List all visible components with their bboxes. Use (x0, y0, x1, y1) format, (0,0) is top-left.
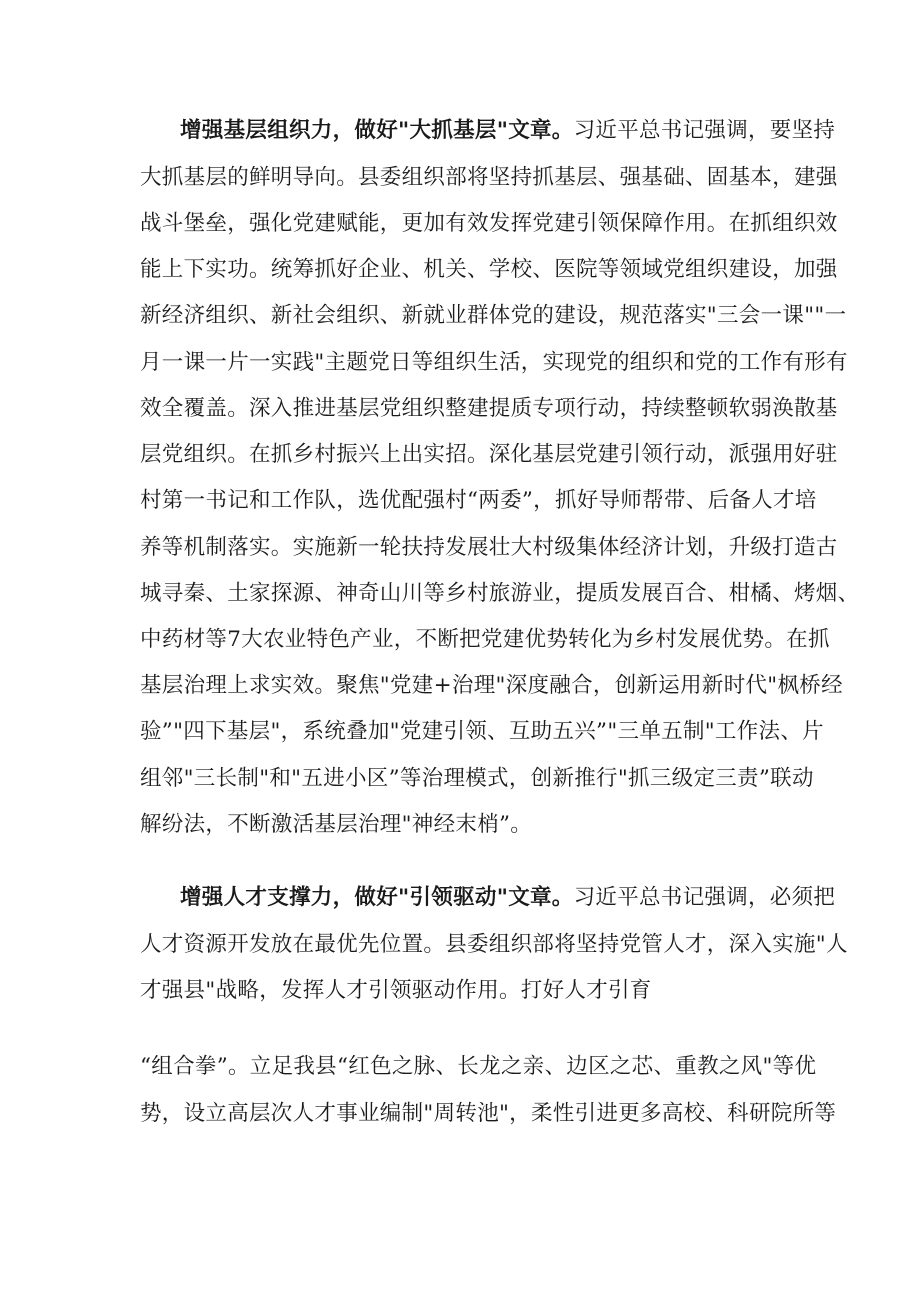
paragraph-1-line-10: 养等机制落实。实施新一轮扶持发展壮大村级集体经济计划，升级打造古 (140, 535, 838, 560)
paragraph-1-line-7: 效全覆盖。深入推进基层党组织整建提质专项行动，持续整顿软弱涣散基 (140, 396, 838, 421)
paragraph-2-heading: 增强人才支撑力，做好"引领驱动"文章。 (180, 885, 574, 910)
paragraph-1-line-4: 能上下实功。统筹抓好企业、机关、学校、医院等领域党组织建设，加强 (140, 257, 838, 282)
paragraph-2-line-1-text: 习近平总书记强调，必须把 (573, 885, 836, 910)
paragraph-1-line-8: 层党组织。在抓乡村振兴上出实招。深化基层党建引领行动，派强用好驻 (140, 442, 838, 467)
paragraph-1-line-13: 基层治理上求实效。聚焦"党建+治理"深度融合，创新运用新时代"枫桥经 (140, 673, 843, 698)
paragraph-1-line-5: 新经济组织、新社会组织、新就业群体党的建设，规范落实"三会一课""一 (140, 303, 847, 328)
paragraph-3-line-1: “组合拳”。立足我县“红色之脉、长龙之亲、边区之芯、重教之风"等优 (140, 1054, 817, 1079)
paragraph-1-line-14: 验”"四下基层"，系统叠加"党建引领、互助五兴”"三单五制"工作法、片 (140, 719, 824, 744)
paragraph-2-line-1 (180, 883, 836, 913)
paragraph-2-line-2: 人才资源开发放在最优先位置。县委组织部将坚持党管人才，深入实施"人 (140, 932, 848, 957)
paragraph-1-line-15: 组邻"三长制"和"五进小区”等治理模式，创新推行"抓三级定三责”联动 (140, 766, 814, 791)
paragraph-1-heading: 增强基层组织力，做好"大抓基层"文章。 (180, 118, 574, 143)
paragraph-1-line-1-text: 习近平总书记强调，要坚持 (573, 118, 836, 143)
paragraph-1-line-11: 城寻秦、土家探源、神奇山川等乡村旅游业，提质发展百合、柑橘、烤烟、 (140, 581, 860, 606)
paragraph-1-line-6: 月一课一片一实践"主题党日等组织生活，实现党的组织和党的工作有形有 (140, 350, 848, 375)
paragraph-1-line-2: 大抓基层的鲜明导向。县委组织部将坚持抓基层、强基础、固基本，建强 (140, 165, 838, 190)
paragraph-1-line-16: 解纷法，不断激活基层治理"神经末梢”。 (140, 812, 533, 837)
paragraph-1-line-12: 中药材等7大农业特色产业，不断把党建优势转化为乡村发展优势。在抓 (140, 627, 830, 652)
paragraph-2-line-3: 才强县"战略，发挥人才引领驱动作用。打好人才引育 (140, 978, 652, 1003)
paragraph-1-line-9: 村第一书记和工作队，选优配强村“两委”，抓好导师帮带、后备人才培 (140, 488, 817, 513)
paragraph-3-line-2: 势，设立高层次人才事业编制"周转池"，柔性引进更多高校、科研院所等 (140, 1101, 837, 1126)
paragraph-1-line-1 (180, 116, 836, 146)
paragraph-1-line-3: 战斗堡垒，强化党建赋能，更加有效发挥党建引领保障作用。在抓组织效 (140, 211, 838, 236)
